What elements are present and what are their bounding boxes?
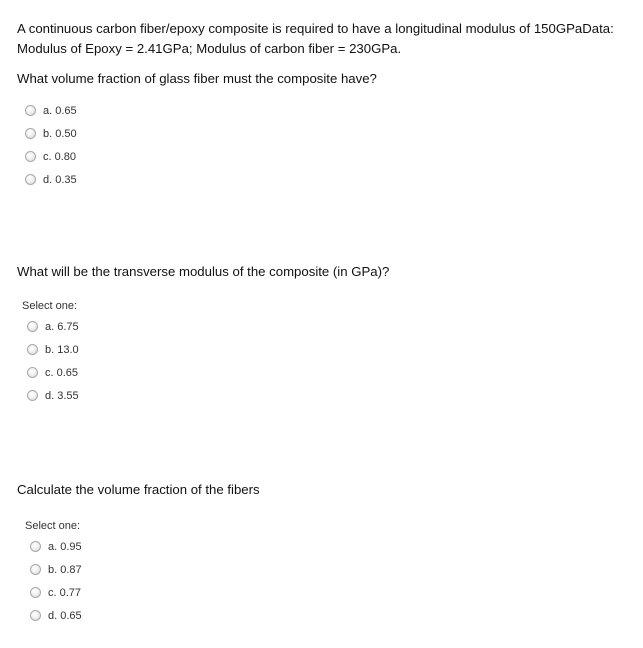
question-2-option-b[interactable] [27, 338, 79, 361]
radio-button[interactable] [27, 321, 38, 332]
question-3-option-c[interactable] [30, 581, 82, 604]
question-1-text-line-2: Modulus of Epoxy = 2.41GPa; Modulus of carbon fiber = 230GPa. [17, 41, 402, 56]
radio-button[interactable] [30, 541, 41, 552]
question-2-options [27, 315, 79, 407]
question-2-prompt: What will be the transverse modulus of the composite (in GPa)? [17, 264, 390, 279]
question-2-option-c[interactable] [27, 361, 79, 384]
question-2-option-a[interactable] [27, 315, 79, 338]
option-label: a. 0.95 [48, 540, 82, 553]
question-3-select-label: Select one: [25, 520, 81, 532]
question-1-option-b[interactable] [25, 122, 77, 145]
question-3-options [30, 535, 82, 627]
radio-button[interactable] [25, 174, 36, 185]
question-1-text-line-1: A continuous carbon fiber/epoxy composite is required to have a longitudinal modulus of 150GPaData: [17, 21, 614, 36]
question-3-option-b[interactable] [30, 558, 82, 581]
option-label: a. 6.75 [45, 320, 79, 333]
question-3-option-a[interactable] [30, 535, 82, 558]
radio-button[interactable] [30, 587, 41, 598]
option-label: a. 0.65 [43, 104, 77, 117]
radio-button[interactable] [27, 344, 38, 355]
radio-button[interactable] [25, 151, 36, 162]
option-label: c. 0.80 [43, 150, 77, 163]
option-label: d. 0.35 [43, 173, 77, 186]
question-1-option-d[interactable] [25, 168, 77, 191]
question-2-option-d[interactable] [27, 384, 79, 407]
radio-button[interactable] [25, 105, 36, 116]
option-label: b. 0.50 [43, 127, 77, 140]
question-1-options [25, 99, 77, 191]
radio-button[interactable] [30, 610, 41, 621]
option-label: d. 0.65 [48, 609, 82, 622]
option-label: c. 0.77 [48, 586, 82, 599]
option-label: c. 0.65 [45, 366, 79, 379]
question-1-option-a[interactable] [25, 99, 77, 122]
option-label: b. 0.87 [48, 563, 82, 576]
radio-button[interactable] [27, 367, 38, 378]
option-label: b. 13.0 [45, 343, 79, 356]
question-1-prompt: What volume fraction of glass fiber must the composite have? [17, 71, 377, 86]
question-2-select-label: Select one: [22, 300, 78, 312]
option-label: d. 3.55 [45, 389, 79, 402]
radio-button[interactable] [27, 390, 38, 401]
radio-button[interactable] [30, 564, 41, 575]
radio-button[interactable] [25, 128, 36, 139]
question-1-option-c[interactable] [25, 145, 77, 168]
question-3-prompt: Calculate the volume fraction of the fibers [17, 482, 260, 497]
question-3-option-d[interactable] [30, 604, 82, 627]
